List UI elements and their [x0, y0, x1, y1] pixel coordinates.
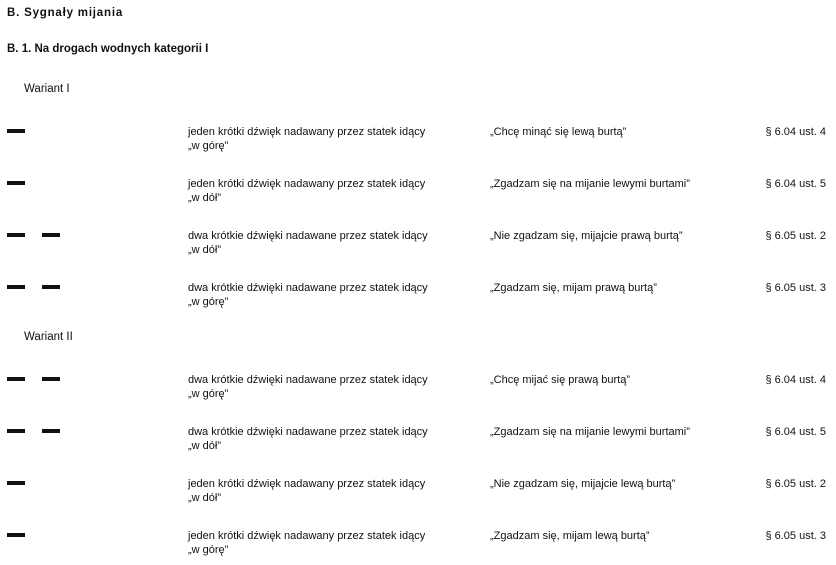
signal-description: [188, 373, 428, 401]
description-direction: „w górę”: [188, 544, 229, 556]
short-blast-dash: [7, 285, 25, 289]
description-direction: „w górę”: [188, 140, 229, 152]
short-blast-dash: [7, 429, 25, 433]
signal-description: [188, 425, 428, 453]
description-direction: „w górę”: [188, 296, 229, 308]
sound-signal-symbol: [7, 429, 67, 434]
signal-row: [0, 373, 836, 409]
short-blast-dash: [7, 533, 25, 537]
signal-meaning: „Chcę mijać się prawą burtą”: [490, 374, 630, 386]
signal-meaning: „Zgadzam się na mijanie lewymi burtami”: [490, 178, 690, 190]
regulation-reference: § 6.04 ust. 5: [765, 426, 826, 438]
regulation-reference: § 6.04 ust. 4: [765, 126, 826, 138]
signal-description: [188, 177, 425, 205]
description-line: dwa krótkie dźwięki nadawane przez statek idący: [188, 282, 428, 294]
short-blast-dash: [7, 129, 25, 133]
signal-row: [0, 229, 836, 265]
regulation-reference: § 6.05 ust. 3: [765, 282, 826, 294]
description-line: dwa krótkie dźwięki nadawane przez statek idący: [188, 230, 428, 242]
regulation-reference: § 6.05 ust. 2: [765, 478, 826, 490]
short-blast-dash: [7, 377, 25, 381]
description-direction: „w dół”: [188, 192, 222, 204]
signal-meaning: „Chcę minąć się lewą burtą”: [490, 126, 627, 138]
short-blast-dash: [7, 181, 25, 185]
sound-signal-symbol: [7, 285, 67, 290]
signal-meaning: „Zgadzam się na mijanie lewymi burtami”: [490, 426, 690, 438]
description-direction: „w dół”: [188, 440, 222, 452]
section-subtitle: B. 1. Na drogach wodnych kategorii I: [7, 43, 209, 55]
short-blast-dash: [42, 233, 60, 237]
description-direction: „w dół”: [188, 492, 222, 504]
signal-meaning: „Zgadzam się, mijam prawą burtą”: [490, 282, 657, 294]
sound-signal-symbol: [7, 481, 67, 486]
variant-label: Wariant I: [24, 83, 70, 95]
signal-description: [188, 229, 428, 257]
description-line: jeden krótki dźwięk nadawany przez statek idący: [188, 478, 426, 490]
signal-row: [0, 425, 836, 461]
description-line: jeden krótki dźwięk nadawany przez statek idący: [188, 126, 426, 138]
sound-signal-symbol: [7, 129, 67, 134]
signal-row: [0, 177, 836, 213]
signal-row: [0, 529, 836, 565]
sound-signal-symbol: [7, 181, 67, 186]
short-blast-dash: [42, 285, 60, 289]
signal-description: [188, 477, 425, 505]
short-blast-dash: [7, 233, 25, 237]
variant-label: Wariant II: [24, 331, 73, 343]
sound-signal-symbol: [7, 233, 67, 238]
regulation-reference: § 6.05 ust. 2: [765, 230, 826, 242]
short-blast-dash: [42, 377, 60, 381]
description-direction: „w górę”: [188, 388, 229, 400]
signal-meaning: „Nie zgadzam się, mijajcie prawą burtą”: [490, 230, 683, 242]
regulation-reference: § 6.04 ust. 5: [765, 178, 826, 190]
sound-signal-symbol: [7, 533, 67, 538]
description-line: jeden krótki dźwięk nadawany przez statek idący: [188, 178, 426, 190]
description-line: dwa krótkie dźwięki nadawane przez statek idący: [188, 374, 428, 386]
regulation-reference: § 6.05 ust. 3: [765, 530, 826, 542]
signal-description: [188, 281, 428, 309]
description-line: dwa krótkie dźwięki nadawane przez statek idący: [188, 426, 428, 438]
signal-description: [188, 529, 425, 557]
short-blast-dash: [42, 429, 60, 433]
signal-row: [0, 281, 836, 317]
description-line: jeden krótki dźwięk nadawany przez statek idący: [188, 530, 426, 542]
signal-meaning: „Nie zgadzam się, mijajcie lewą burtą”: [490, 478, 676, 490]
short-blast-dash: [7, 481, 25, 485]
sound-signal-symbol: [7, 377, 67, 382]
signal-description: [188, 125, 425, 153]
signal-row: [0, 125, 836, 161]
page-title: B. Sygnały mijania: [7, 7, 124, 19]
description-direction: „w dół”: [188, 244, 222, 256]
regulation-reference: § 6.04 ust. 4: [765, 374, 826, 386]
signal-row: [0, 477, 836, 513]
signal-meaning: „Zgadzam się, mijam lewą burtą”: [490, 530, 650, 542]
